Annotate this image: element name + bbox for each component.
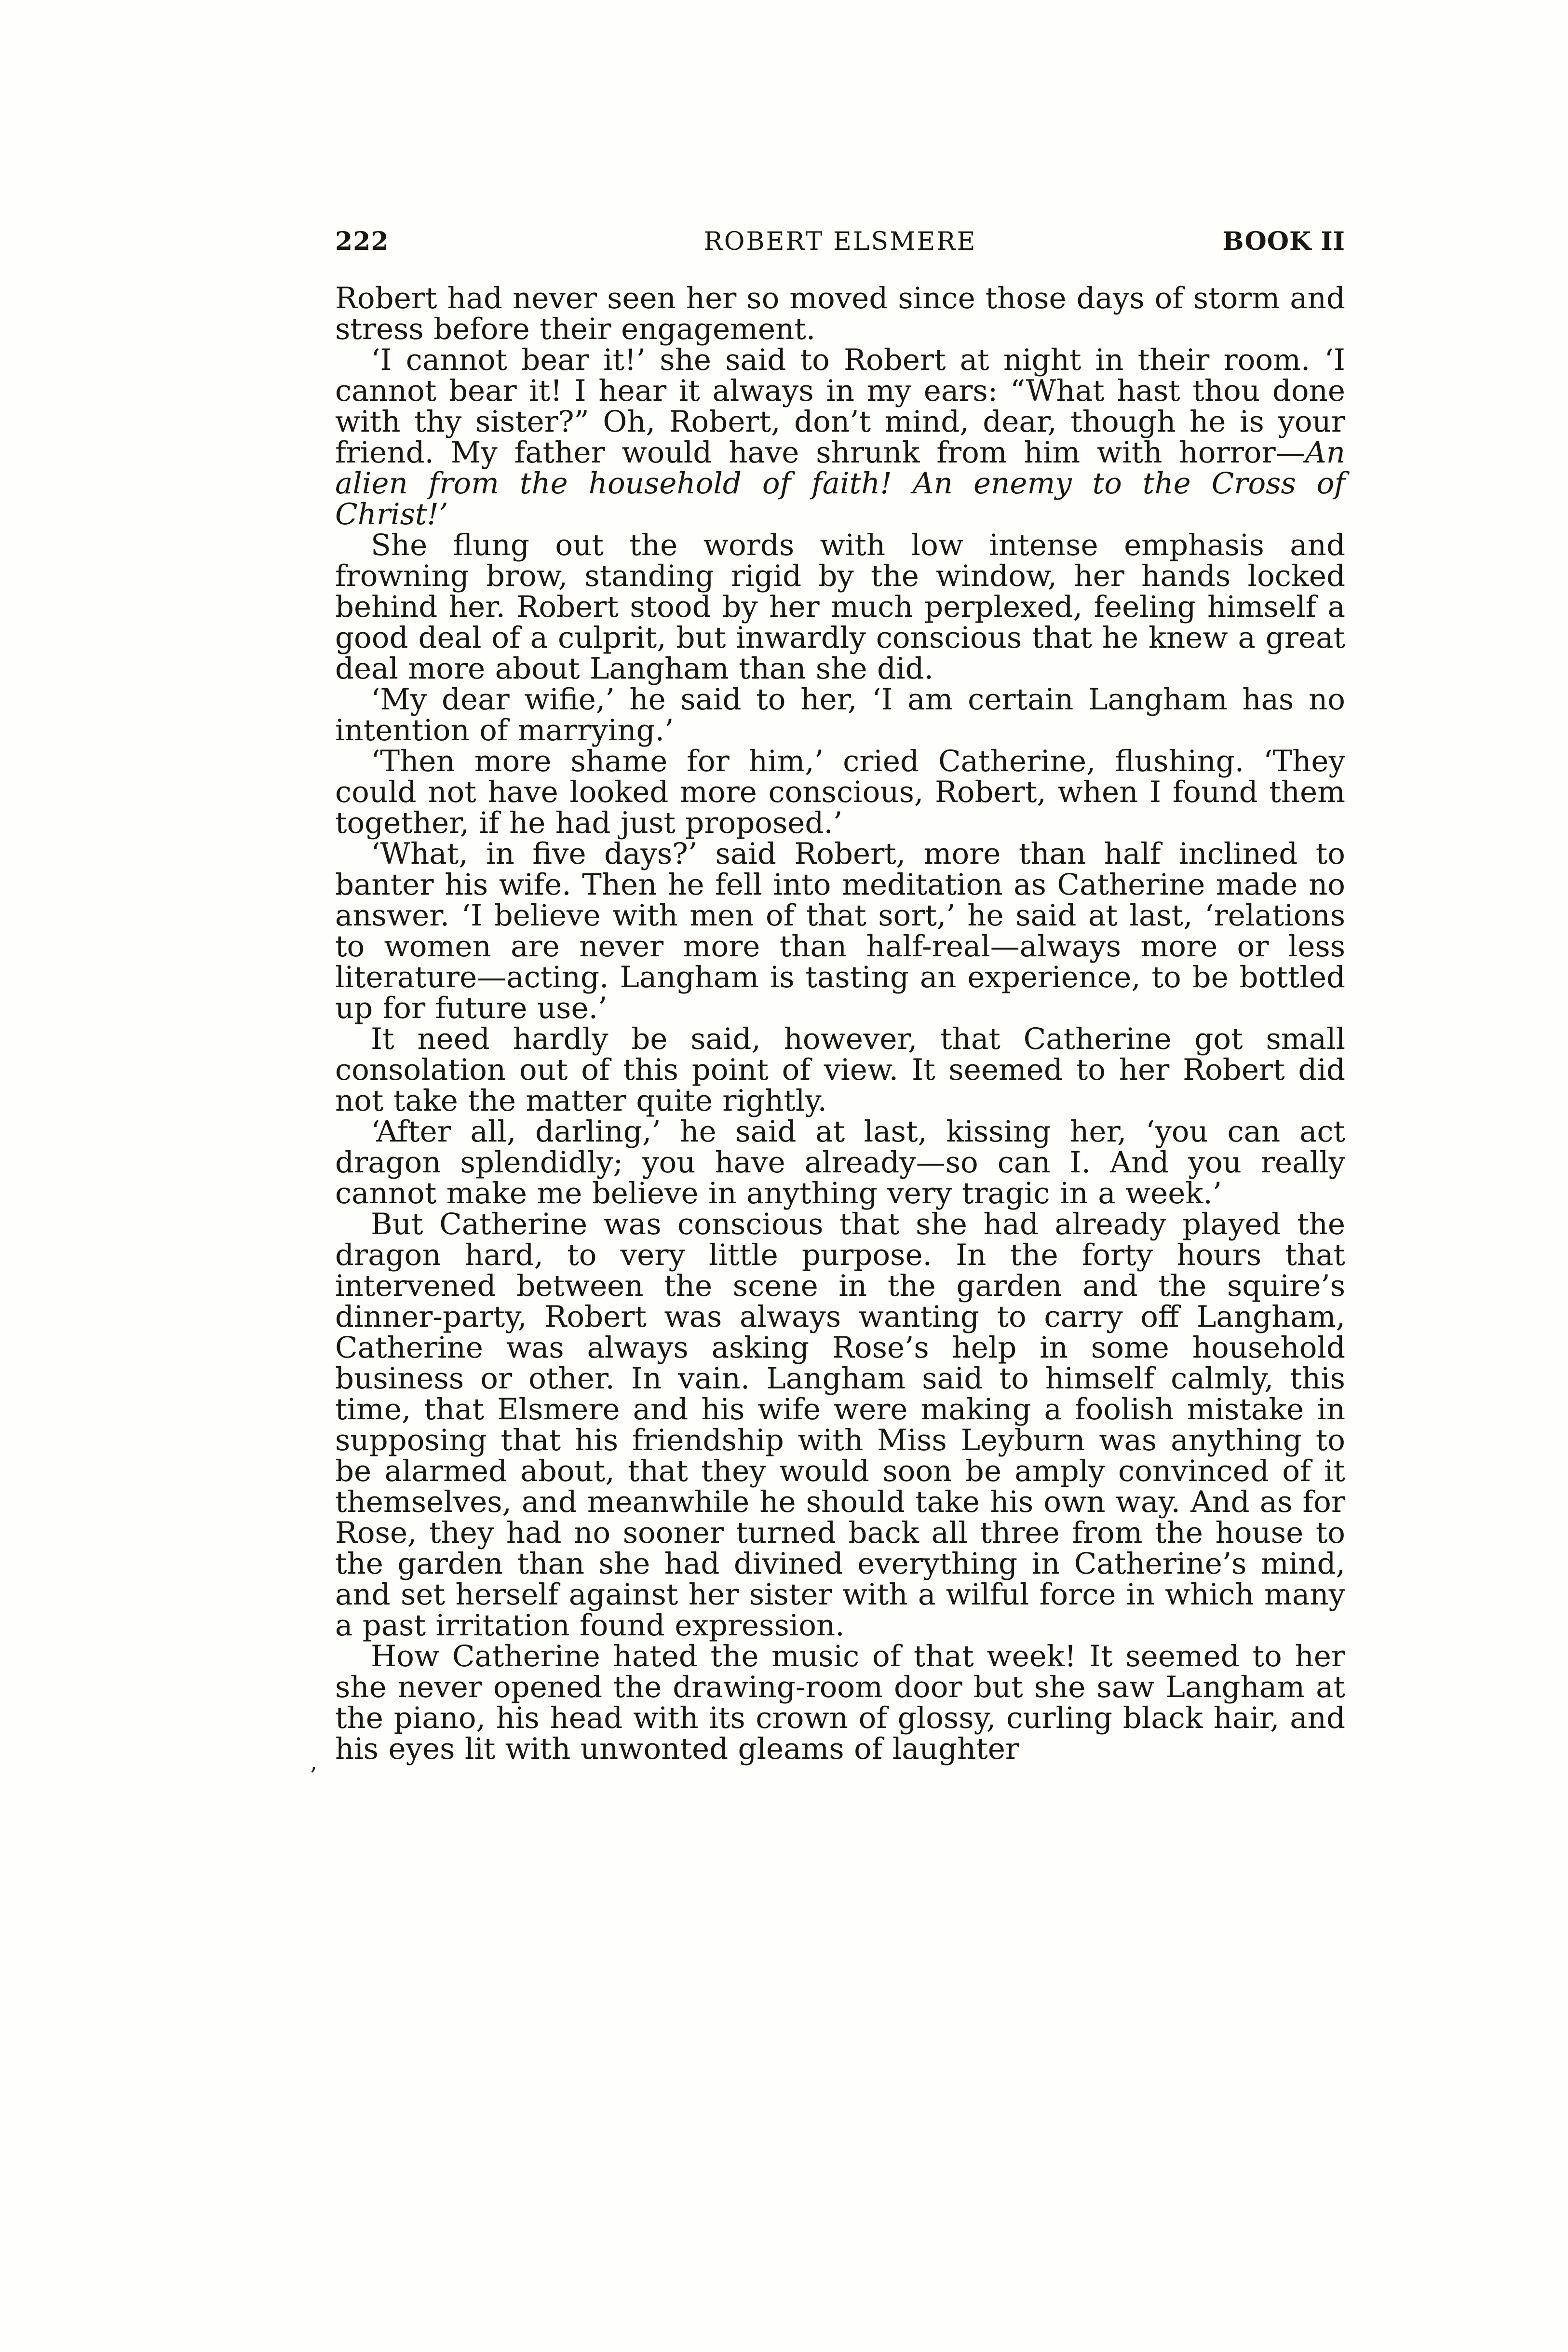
paragraph <box>335 1209 1345 1641</box>
paragraph <box>335 530 1345 684</box>
text-run: How Catherine hated the music of that week! It seemed to her she never opened the drawing-room door but she saw Langham at the piano, his head with its crown of glossy, curling black hair, and his eyes lit with unwonted gleams of laughter <box>335 1639 1345 1766</box>
paragraph <box>335 684 1345 746</box>
running-title: ROBERT ELSMERE <box>703 227 977 256</box>
paragraph <box>335 345 1345 530</box>
book-label: BOOK II <box>1222 227 1345 256</box>
text-run: It need hardly be said, however, that Catherine got small consolation out of this point of view. It seemed to her Robert did not take the matter quite rightly. <box>335 1022 1345 1118</box>
text-run: ‘My dear wifie,’ he said to her, ‘I am certain Langham has no intention of marrying.’ <box>335 682 1345 748</box>
text-block <box>335 283 1345 1765</box>
text-run: ‘After all, darling,’ he said at last, kissing her, ‘you can act dragon splendidly; you have already—so can I. And you really cannot make me believe in anything very tragic in a week.’ <box>335 1115 1345 1210</box>
stray-mark: ’ <box>310 1763 317 1790</box>
paragraph <box>335 746 1345 839</box>
text-run: ‘What, in five days?’ said Robert, more than half inclined to banter his wife. Then he fell into meditation as Catherine made no answer. ‘I believe with men of that sort,’ he said at last, ‘relations to women are never more than half-real—always more or less literature—acting. Langham is tasting an experience, to be bottled up for future use.’ <box>335 837 1345 1025</box>
page-content <box>335 227 1345 1765</box>
paragraph <box>335 1116 1345 1209</box>
page-number: 222 <box>335 227 389 256</box>
text-run: ‘Then more shame for him,’ cried Catherine, flushing. ‘They could not have looked more conscious, Robert, when I found them together, if he had just proposed.’ <box>335 744 1345 840</box>
paragraph <box>335 1024 1345 1116</box>
paragraph <box>335 283 1345 345</box>
italic-text-run: An alien from the household of faith! An enemy to the Cross of Christ!’ <box>335 435 1345 531</box>
page-header <box>335 227 1345 256</box>
text-run: But Catherine was conscious that she had already played the dragon hard, to very little purpose. In the forty hours that intervened between the scene in the garden and the squire’s dinner-party, Robert was always wanting to carry off Langham, Catherine was always asking Rose’s help in some household business or other. In vain. Langham said to himself calmly, this time, that Elsmere and his wife were making a foolish mistake in supposing that his friendship with Miss Leyburn was anything to be alarmed about, that they would soon be amply convinced of it themselves, and meanwhile he should take his own way. And as for Rose, they had no sooner turned back all three from the house to the garden than she had divined everything in Catherine’s mind, and set herself against her sister with a wilful force in which many a past irritation found expression. <box>335 1207 1345 1643</box>
paragraph <box>335 1641 1345 1765</box>
text-run: She flung out the words with low intense emphasis and frowning brow, standing rigid by the window, her hands locked behind her. Robert stood by her much perplexed, feeling himself a good deal of a culprit, but inwardly conscious that he knew a great deal more about Langham than she did. <box>335 528 1345 686</box>
paragraph <box>335 839 1345 1024</box>
text-run: Robert had never seen her so moved since those days of storm and stress before their engagement. <box>335 281 1345 346</box>
text-run: ‘I cannot bear it!’ she said to Robert at night in their room. ‘I cannot bear it! I hear it always in my ears: “What hast thou done with thy sister?” Oh, Robert, don’t mind, dear, though he is your friend. My father would have shrunk from him with horror— <box>335 343 1345 470</box>
